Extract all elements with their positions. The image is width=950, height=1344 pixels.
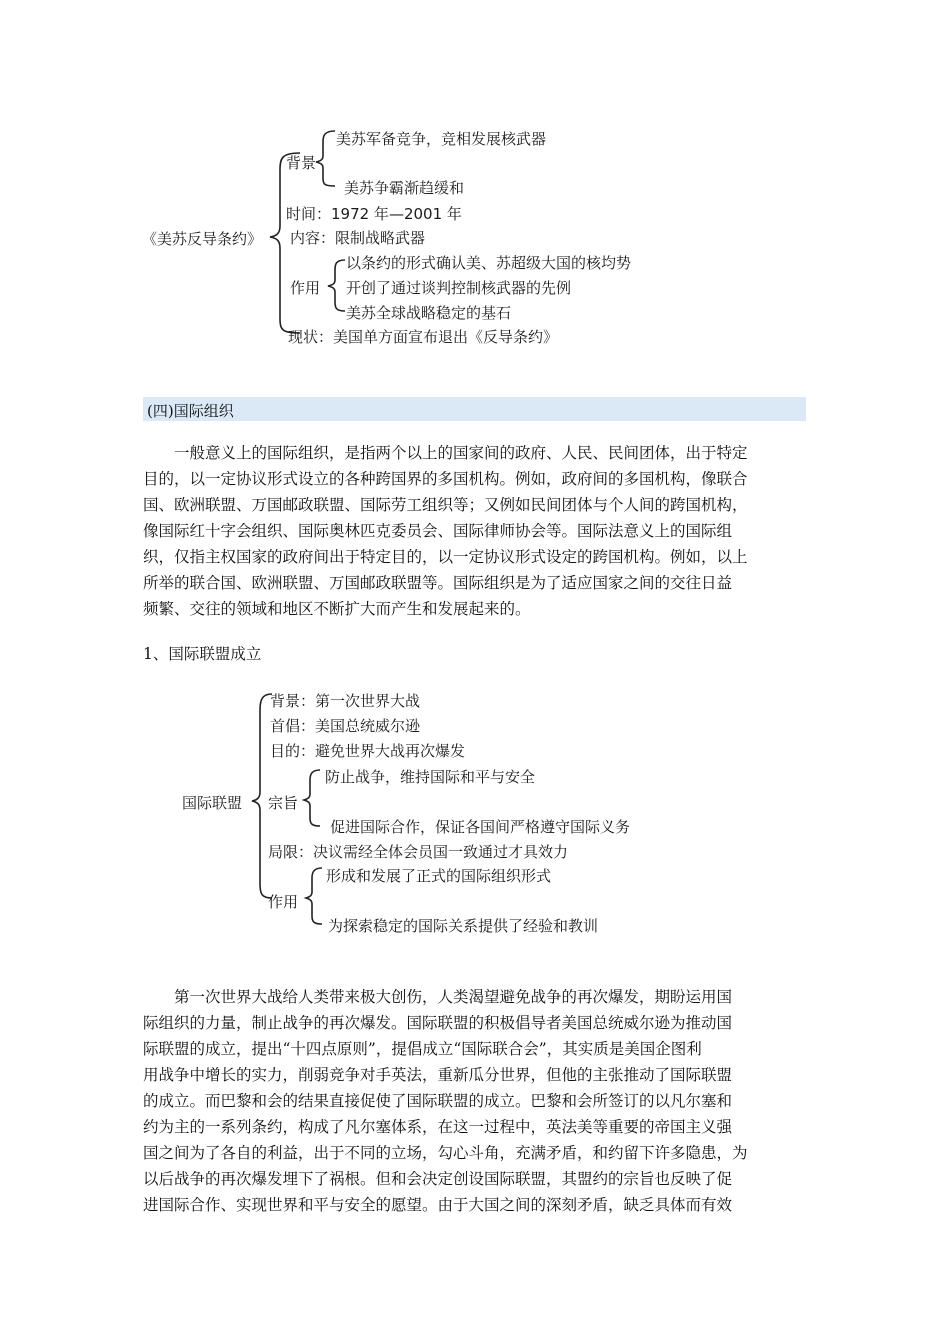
diagram2-limit: 局限：决议需经全体会员国一致通过才具效力 <box>268 843 569 861</box>
diagram2-effect-item-1: 形成和发展了正式的国际组织形式 <box>326 867 552 885</box>
diagram1-background-item-1: 美苏军备竞争，竞相发展核武器 <box>336 130 547 148</box>
paragraph-line: 约为主的一系列条约，构成了凡尔塞体系，在这一过程中，英法美等重要的帝国主义强 <box>143 1118 733 1136</box>
diagram1-content: 内容：限制战略武器 <box>290 229 426 247</box>
paragraph-line: 织，仅指主权国家的政府间出于特定目的，以一定协议形式设定的跨国机构。例如，以上 <box>143 548 748 566</box>
diagram1-effect-item-3: 美苏全球战略稳定的基石 <box>346 304 512 322</box>
diagram2-effect-label: 作用 <box>268 893 299 911</box>
diagram2-purpose: 目的：避免世界大战再次爆发 <box>270 742 466 760</box>
diagram1-status: 现状：美国单方面宣布退出《反导条约》 <box>288 328 559 346</box>
paragraph-line: 频繁、交往的领域和地区不断扩大而产生和发展起来的。 <box>143 600 531 618</box>
diagram2-effect-item-2: 为探索稳定的国际关系提供了经验和教训 <box>328 917 599 935</box>
diagram2-aim-item-2: 促进国际合作，保证各国间严格遵守国际义务 <box>330 818 631 836</box>
paragraph-league <box>143 984 808 1218</box>
diagram1-effect-label: 作用 <box>290 279 321 297</box>
diagram1-background-item-2: 美苏争霸渐趋缓和 <box>344 179 465 197</box>
paragraph-line: 像国际红十字会组织、国际奥林匹克委员会、国际律师协会等。国际法意义上的国际组 <box>143 522 733 540</box>
diagram2-background: 背景：第一次世界大战 <box>270 692 421 710</box>
paragraph-line: 目的，以一定协议形式设立的各种跨国界的多国机构。例如，政府间的多国机构，像联合 <box>143 470 748 488</box>
diagram2-aim-item-1: 防止战争，维持国际和平与安全 <box>325 768 536 786</box>
paragraph-line: 国、欧洲联盟、万国邮政联盟、国际劳工组织等；又例如民间团体与个人间的跨国机构， <box>143 496 748 514</box>
paragraph-line: 进国际合作、实现世界和平与安全的愿望。由于大国之间的深刻矛盾，缺乏具体而有效 <box>143 1196 733 1214</box>
subheading-league: 1、国际联盟成立 <box>143 645 262 663</box>
paragraph-line: 际组织的力量，制止战争的再次爆发。国际联盟的积极倡导者美国总统威尔逊为推动国 <box>143 1014 733 1032</box>
paragraph-line: 以后战争的再次爆发埋下了祸根。但和会决定创设国际联盟，其盟约的宗旨也反映了促 <box>143 1170 733 1188</box>
paragraph-line: 的成立。而巴黎和会的结果直接促使了国际联盟的成立。巴黎和会所签订的以凡尔塞和 <box>143 1092 733 1110</box>
paragraph-line: 用战争中增长的实力，削弱竞争对手英法，重新瓜分世界，但他的主张推动了国际联盟 <box>143 1066 733 1084</box>
paragraph-line: 所举的联合国、欧洲联盟、万国邮政联盟等。国际组织是为了适应国家之间的交往日益 <box>143 574 733 592</box>
diagram1-effect-item-1: 以条约的形式确认美、苏超级大国的核均势 <box>346 254 632 272</box>
diagram1-root: 《美苏反导条约》 <box>142 230 263 248</box>
paragraph-line: 国之间为了各自的利益，出于不同的立场，勾心斗角，充满矛盾，和约留下许多隐患，为 <box>143 1144 748 1162</box>
diagram1-background-label: 背景 <box>286 154 317 172</box>
diagram1-effect-item-2: 开创了通过谈判控制核武器的先例 <box>346 279 572 297</box>
section-title: (四)国际组织 <box>147 402 234 420</box>
diagram1-time: 时间：1972 年—2001 年 <box>286 205 462 223</box>
diagram2-aim-label: 宗旨 <box>268 794 299 812</box>
diagram2-root: 国际联盟 <box>182 794 243 812</box>
paragraph-line: 一般意义上的国际组织，是指两个以上的国家间的政府、人民、民间团体，出于特定 <box>174 444 748 462</box>
diagram2-initiator: 首倡：美国总统威尔逊 <box>270 717 421 735</box>
paragraph-line: 际联盟的成立，提出“十四点原则”，提倡成立“国际联合会”，其实质是美国企图利 <box>143 1040 702 1058</box>
paragraph-line: 第一次世界大战给人类带来极大创伤，人类渴望避免战争的再次爆发，期盼运用国 <box>174 988 733 1006</box>
